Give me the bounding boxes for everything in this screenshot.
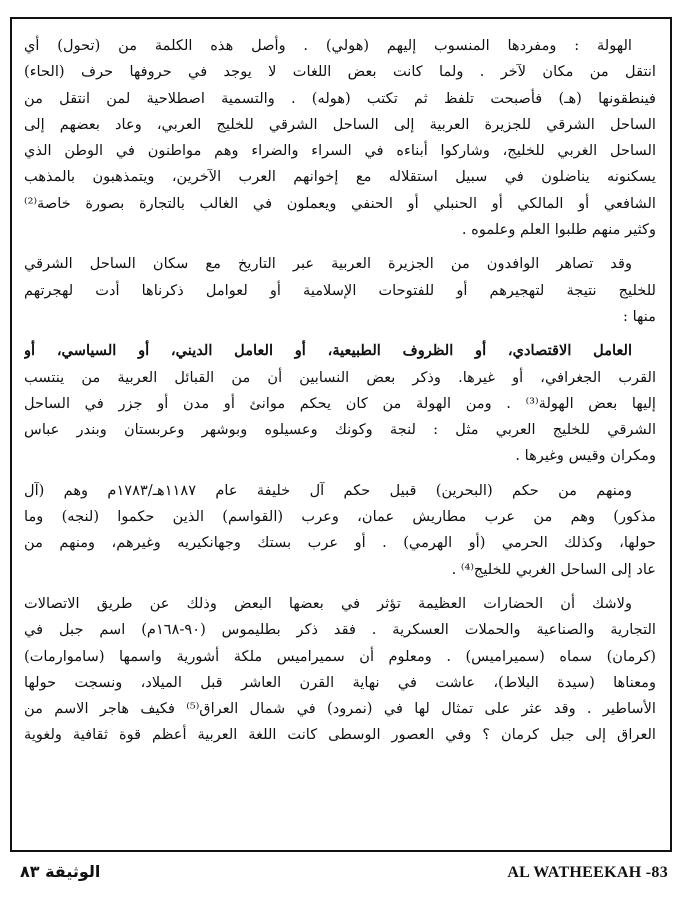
text-line: ومعناها (سيدة البلاط)، عاشت في نهاية القرن العاشر قبل الميلاد، ونسجت حولها	[24, 673, 656, 691]
text-line: العراق إلى جبل كرمان ؟ وفي العصور الوسطى كانت اللغة العربية أعظم قوة ثقافية ولغوية	[24, 726, 656, 744]
text-line: مذكور) وهم من عرب مطاريش عمان، وعرب (القواسم) الذين حكموا (لنجه) وما	[24, 508, 656, 526]
text-line: الساحل الغربي للخليج، وشاركوا أبناءه في السراء والضراء وهم مواطنون في الوطن الذي	[24, 142, 656, 160]
paragraph-intermarriage	[24, 251, 656, 330]
text-line: يسكنونه يناضلون في سبيل استقلاله مع إخوانهم العرب الآخرين، ويتمذهبون بالمذهب	[24, 168, 656, 186]
text-line: (كرمان) سماه (سميراميس) . ومعلوم أن سميراميس ملكة أشورية واسمها (ساموارمات)	[24, 647, 656, 665]
text-line: وقد تصاهر الوافدون من الجزيرة العربية عبر التاريخ مع سكان الساحل الشرقي	[24, 255, 632, 273]
footer-english-page-label: AL WATHEEKAH -83	[507, 864, 668, 881]
text-line: الشرقي للخليج العربي مثل : لنجة وكونك وعسيلوه وبوشهر وعربستان وبندر عباس	[24, 421, 656, 439]
page-frame	[10, 17, 672, 852]
text-line: منها :	[623, 307, 656, 325]
text-line: عاد إلى الساحل الغربي للخليج⁽⁴⁾ .	[451, 560, 656, 578]
text-line: انتقل من مكان لآخر . ولما كانت بعض اللغات لا يوجد في حروفها حرف (الحاء)	[24, 63, 656, 81]
text-line: إليها بعض الهولة⁽³⁾ . ومن الهولة من كان يحكم موانئ أو مدن أو جزر في الساحل	[24, 394, 656, 412]
text-line: ومنهم من حكم (البحرين) قبيل حكم آل خليفة عام ١١٨٧هـ/١٧٨٣م وهم (آل	[24, 481, 632, 499]
text-line: فينطقونها (هـ) فأصبحت تلفظ ثم تكتب (هوله) . والتسمية اصطلاحية لمن انتقل من	[24, 89, 656, 107]
text-line: للخليج نتيجة لتهجيرهم أو للفتوحات الإسلامية أو لعوامل ذكرناها أدت لهجرتهم	[24, 281, 656, 299]
text-line: التجارية والصناعية والحملات العسكرية . فقد ذكر بطليموس (٩٠-١٦٨م) اسم جبل في	[24, 621, 656, 639]
text-line: حولها، وكذلك الحرمي (أو الهرمي) . أو عرب بستك وجهانكيريه وغيرهم، ومنهم من	[24, 534, 656, 552]
document-body	[24, 33, 656, 749]
text-line: القرب الجغرافي، أو غيرها. وذكر بعض النسابين أن من القبائل العربية من ينتسب	[24, 368, 656, 386]
text-line: وكثير منهم طلبوا العلم وعلموه .	[461, 221, 656, 239]
page-footer	[10, 862, 672, 892]
text-line: الشافعي أو المالكي أو الحنبلي أو الحنفي ويعملون في الغالب بالتجارة بصورة خاصة⁽²⁾	[24, 194, 656, 212]
text-line: ومكران وقيس وغيرها .	[515, 447, 656, 465]
text-line: الأساطير . وقد عثر على تمثال لها في (نمرود) في شمال العراق⁽⁵⁾ فكيف هاجر الاسم من	[24, 700, 656, 718]
text-line: العامل الاقتصادي، أو الظروف الطبيعية، أو العامل الديني، أو السياسي، أو	[24, 342, 632, 360]
paragraph-factors	[24, 338, 656, 469]
text-line: الهولة : ومفردها المنسوب إليهم (هولي) . وأصل هذه الكلمة من (تحول) أي	[24, 37, 632, 54]
footer-arabic-page-label: الوثيقة ٨٣	[20, 862, 101, 881]
paragraph-civilizations	[24, 591, 656, 749]
paragraph-hawla-definition	[24, 33, 656, 243]
text-line: الساحل الشرقي للجزيرة العربية إلى الساحل الشرقي للخليج العربي، وعاد بعضهم إلى	[24, 115, 656, 133]
text-line: ولاشك أن الحضارات العظيمة تؤثر في بعضها البعض وذلك عن طريق الاتصالات	[24, 594, 632, 612]
paragraph-rulers	[24, 478, 656, 583]
